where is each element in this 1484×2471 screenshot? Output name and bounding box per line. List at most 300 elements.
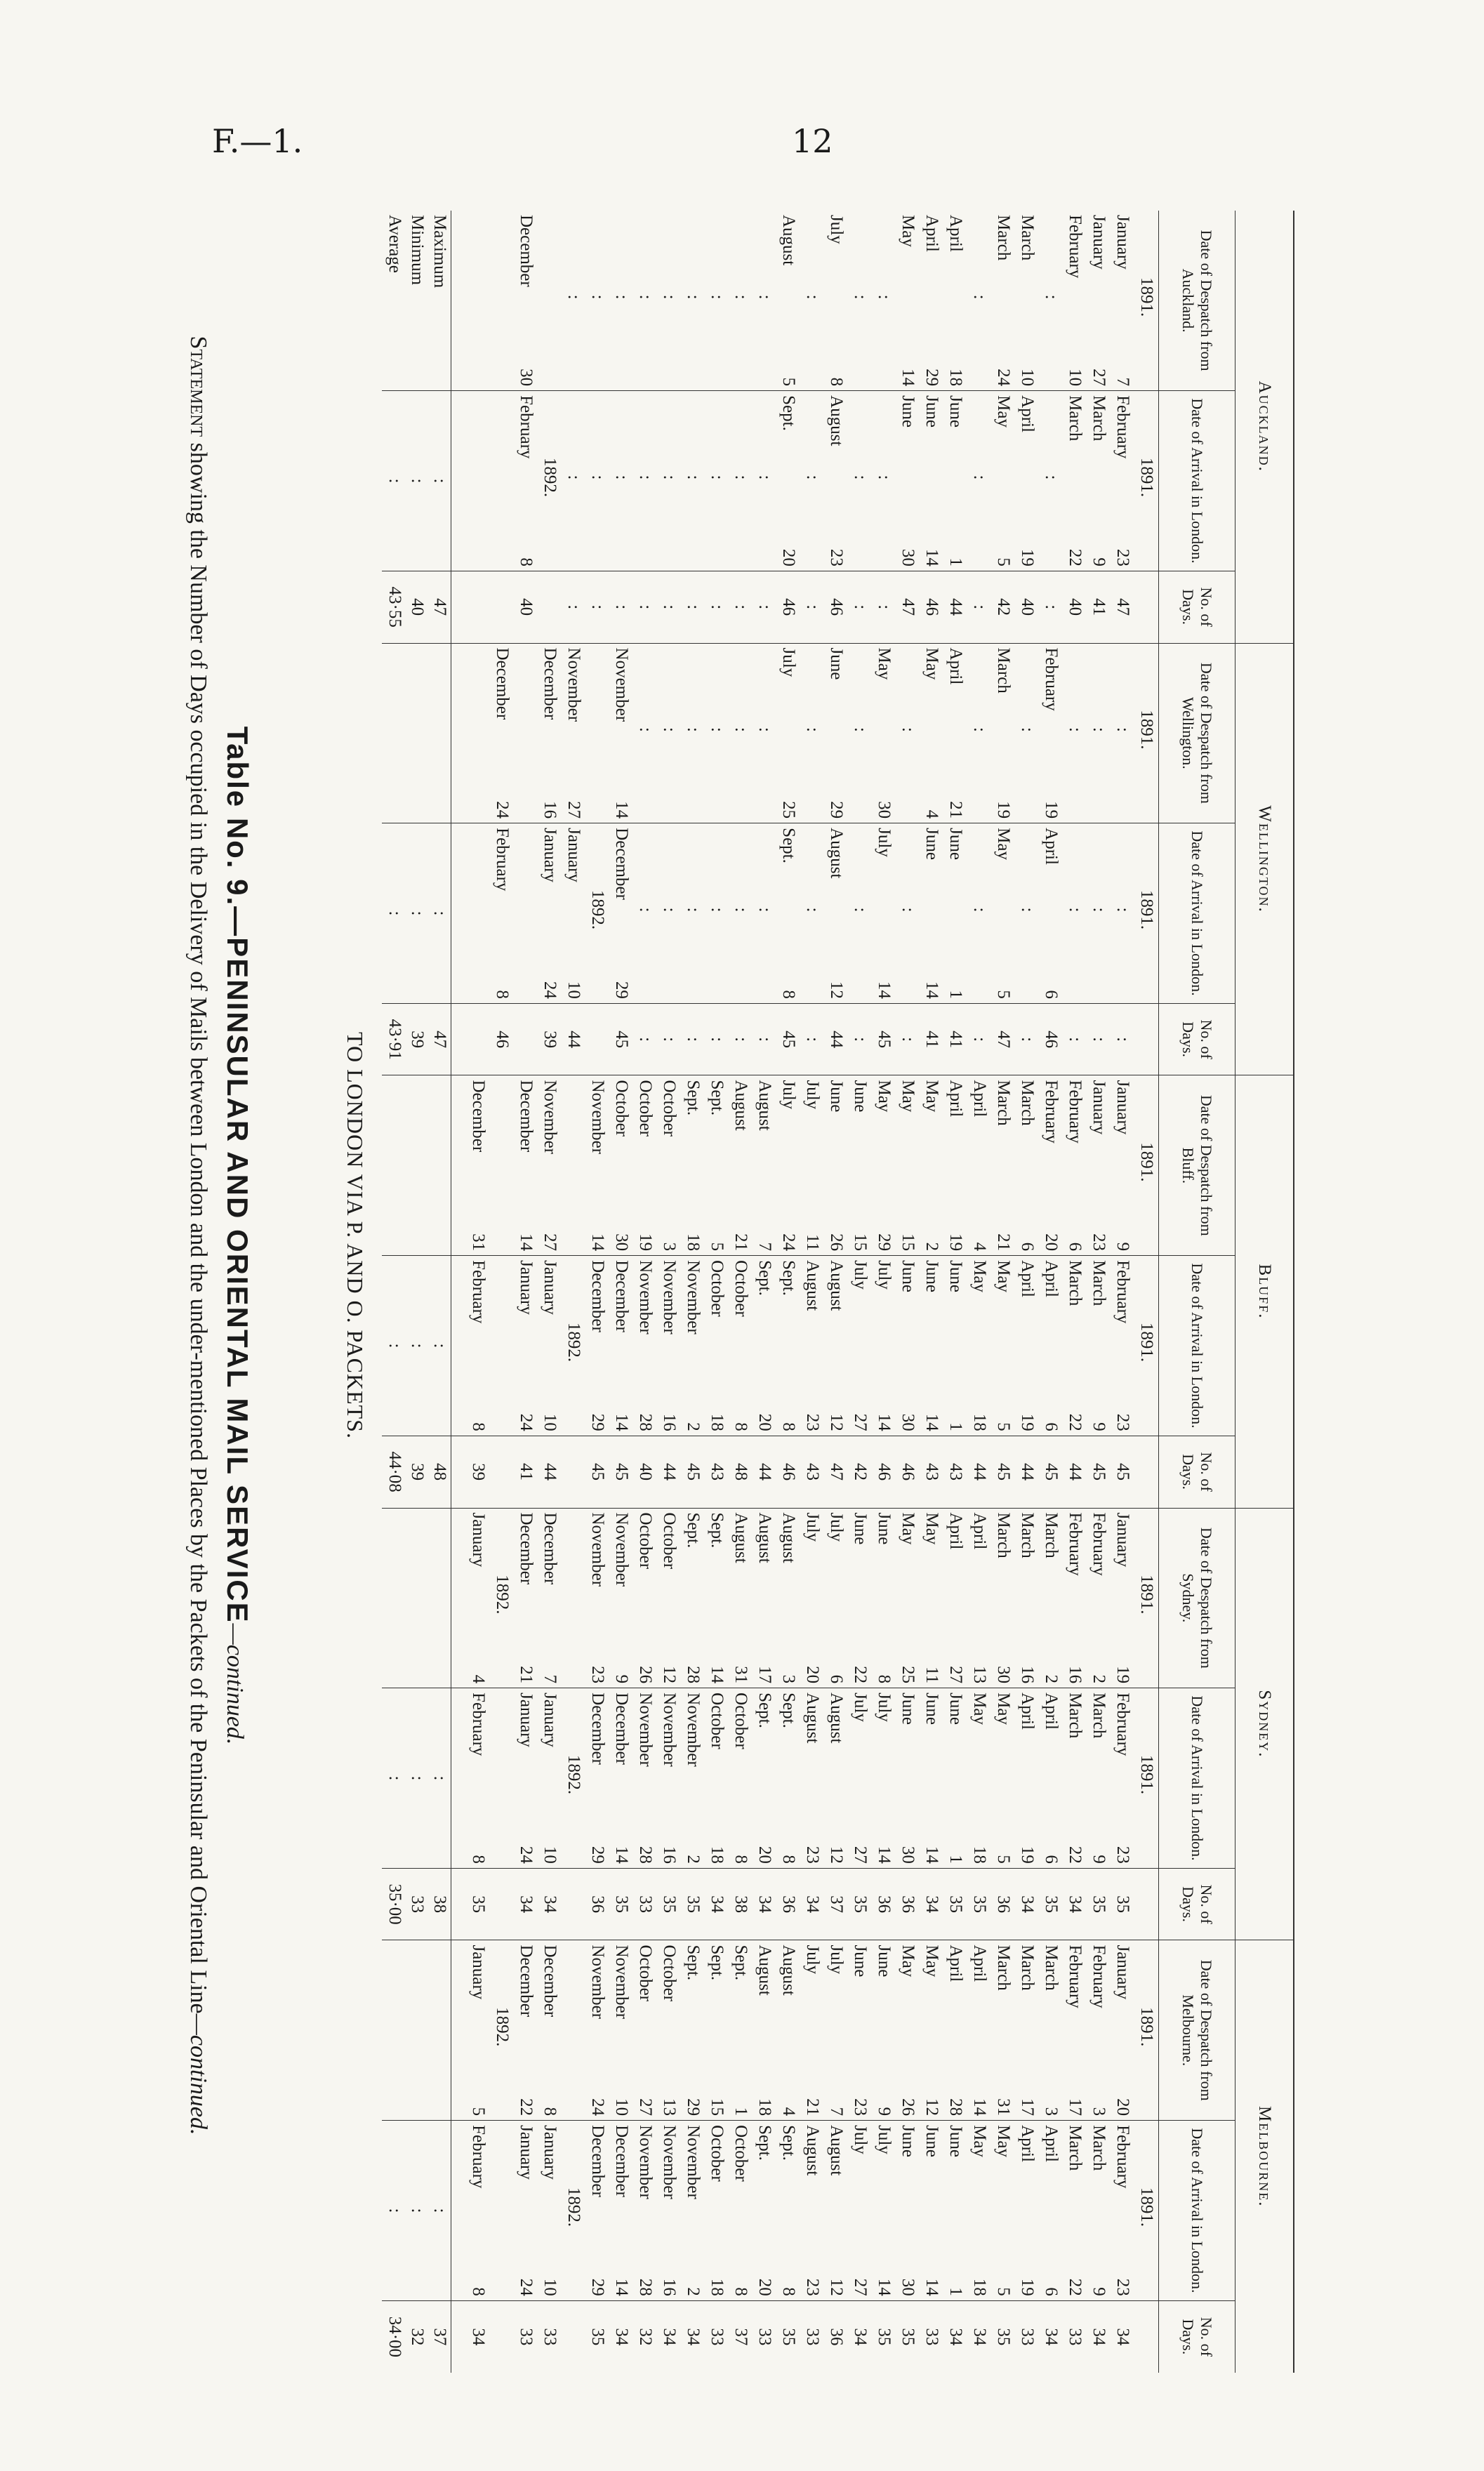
summary-colons bbox=[382, 1688, 451, 1869]
days-count: 45 bbox=[612, 1031, 631, 1049]
day: 8 bbox=[731, 1422, 750, 1431]
days-count bbox=[490, 2305, 514, 2369]
month-or-year: November bbox=[612, 647, 631, 722]
month-or-year: December bbox=[517, 1080, 536, 1153]
date-entry bbox=[1039, 215, 1063, 386]
day: 30 bbox=[612, 1233, 631, 1252]
month-or-year: August bbox=[779, 1945, 798, 1996]
day: 2 bbox=[922, 1242, 941, 1252]
month-or-year: April bbox=[1042, 2125, 1061, 2162]
date-entry bbox=[896, 215, 920, 386]
date-entry bbox=[1111, 1692, 1134, 1864]
date-entry bbox=[538, 395, 562, 567]
date-entry bbox=[538, 1692, 562, 1864]
day: 28 bbox=[636, 1846, 655, 1864]
date-entry bbox=[1134, 828, 1158, 999]
date-entry bbox=[490, 1513, 514, 1684]
days-count: 33 bbox=[1018, 2328, 1037, 2346]
days-count: 45 bbox=[1042, 1463, 1061, 1481]
days-count: 34 bbox=[1113, 2328, 1132, 2346]
month-or-year: May bbox=[994, 1260, 1013, 1292]
day: 14 bbox=[517, 1233, 536, 1252]
date-entry bbox=[1134, 1945, 1158, 2116]
date-entry bbox=[490, 1080, 514, 1251]
day: 29 bbox=[588, 2278, 607, 2296]
month-or-year: December bbox=[517, 1512, 536, 1585]
day: 10 bbox=[612, 2098, 631, 2116]
date-entry bbox=[943, 1513, 967, 1684]
month-or-year: May bbox=[899, 1080, 917, 1113]
day: 30 bbox=[899, 2278, 917, 2296]
days-count: : bbox=[851, 604, 870, 610]
date-entry bbox=[824, 1945, 848, 2116]
month-or-year: March bbox=[1018, 1512, 1037, 1558]
day: 24 bbox=[493, 801, 512, 819]
date-entry bbox=[633, 828, 657, 999]
month-or-year: October bbox=[731, 2125, 750, 2182]
month-or-year: : bbox=[564, 294, 583, 300]
colon-leader: : bbox=[430, 2208, 450, 2213]
date-entry bbox=[538, 1945, 562, 2116]
day: 18 bbox=[970, 2278, 989, 2296]
date-entry bbox=[514, 1513, 538, 1684]
days-count: 39 bbox=[469, 1463, 488, 1481]
days-count: 46 bbox=[493, 1031, 512, 1049]
month-or-year: : bbox=[660, 294, 679, 300]
date-entry bbox=[657, 215, 681, 386]
day: 31 bbox=[731, 1666, 750, 1684]
month-or-year: Sept. bbox=[708, 1080, 727, 1116]
date-entry bbox=[1111, 1080, 1134, 1251]
days-count: : bbox=[684, 1037, 703, 1042]
date-entry bbox=[896, 1692, 920, 1864]
month-or-year: January bbox=[541, 1260, 559, 1315]
day: 23 bbox=[1113, 548, 1132, 567]
date-entry bbox=[609, 828, 633, 999]
days-count: 33 bbox=[1066, 2328, 1085, 2346]
date-entry bbox=[776, 1260, 800, 1431]
day: 12 bbox=[660, 1666, 679, 1684]
month-or-year: March bbox=[994, 1080, 1013, 1126]
month-or-year: : bbox=[851, 294, 870, 300]
month-or-year: : bbox=[970, 727, 989, 732]
day: 26 bbox=[827, 1233, 846, 1252]
date-entry bbox=[1087, 1260, 1111, 1431]
colon-leader: : bbox=[430, 1343, 450, 1349]
day: 15 bbox=[851, 1233, 870, 1252]
month-or-year: 1891. bbox=[1137, 277, 1156, 317]
month-or-year: April bbox=[946, 1080, 965, 1118]
month-or-year: July bbox=[803, 1080, 822, 1110]
month-or-year: Sept. bbox=[779, 1260, 798, 1296]
colon-leader: : bbox=[430, 910, 450, 916]
date-entry bbox=[776, 1080, 800, 1251]
day: 23 bbox=[1113, 2278, 1132, 2296]
day: 20 bbox=[755, 1846, 774, 1864]
date-entry bbox=[705, 648, 729, 819]
date-entry bbox=[1015, 1260, 1039, 1431]
days-count: 47 bbox=[1113, 598, 1132, 616]
day: 14 bbox=[875, 2278, 894, 2296]
month-or-year: May bbox=[922, 647, 941, 680]
date-entry bbox=[1039, 2125, 1063, 2296]
day: 12 bbox=[922, 2098, 941, 2116]
colon-leader: : bbox=[385, 1775, 405, 1781]
summary-value: 48 bbox=[430, 1463, 450, 1481]
day: 29 bbox=[588, 1846, 607, 1864]
date-entry bbox=[991, 1945, 1015, 2116]
month-or-year: February bbox=[1042, 1080, 1061, 1144]
month-or-year: : bbox=[684, 294, 703, 300]
days-count: 34 bbox=[708, 1895, 727, 1914]
month-or-year: : bbox=[588, 294, 607, 300]
date-entry bbox=[633, 1260, 657, 1431]
month-or-year: 1891. bbox=[1137, 1754, 1156, 1795]
day: 27 bbox=[851, 2278, 870, 2296]
month-or-year: May bbox=[899, 1945, 917, 1978]
days-count: 33 bbox=[517, 2328, 536, 2346]
day: 10 bbox=[1066, 369, 1085, 387]
month-or-year: : bbox=[660, 475, 679, 480]
month-or-year: June bbox=[946, 1260, 965, 1292]
month-or-year: June bbox=[922, 828, 941, 860]
month-or-year: : bbox=[1089, 907, 1108, 913]
month-or-year: May bbox=[922, 1080, 941, 1113]
day: 2 bbox=[684, 2287, 703, 2296]
month-or-year: June bbox=[946, 1692, 965, 1725]
day: 8 bbox=[779, 2287, 798, 2296]
month-or-year: : bbox=[755, 294, 774, 300]
data-column bbox=[451, 571, 1159, 643]
summary-value: 39 bbox=[408, 1031, 428, 1049]
days-count: : bbox=[899, 1037, 917, 1042]
month-or-year: October bbox=[708, 2125, 727, 2182]
month-or-year: : bbox=[636, 907, 655, 913]
day: 1 bbox=[946, 557, 965, 567]
data-column bbox=[451, 823, 1159, 1004]
days-count: 40 bbox=[636, 1463, 655, 1481]
date-entry bbox=[776, 395, 800, 567]
date-entry bbox=[729, 2125, 753, 2296]
date-entry bbox=[753, 1513, 776, 1684]
month-or-year: : bbox=[1066, 727, 1085, 732]
month-or-year: : bbox=[1042, 294, 1061, 300]
date-entry bbox=[753, 828, 776, 999]
day: 14 bbox=[922, 1413, 941, 1431]
date-entry bbox=[991, 828, 1015, 999]
month-or-year: December bbox=[612, 2125, 631, 2197]
month-or-year: October bbox=[636, 1512, 655, 1570]
days-count: : bbox=[708, 604, 727, 610]
month-or-year: August bbox=[803, 2125, 822, 2176]
date-entry bbox=[920, 1692, 943, 1864]
days-count: 35 bbox=[851, 1895, 870, 1914]
days-count: 43 bbox=[708, 1463, 727, 1481]
date-entry bbox=[681, 395, 705, 567]
month-or-year: May bbox=[994, 1692, 1013, 1725]
day: 11 bbox=[922, 1667, 941, 1684]
date-entry bbox=[681, 1260, 705, 1431]
date-entry bbox=[585, 1513, 609, 1684]
date-entry bbox=[466, 1513, 490, 1684]
summary-labels bbox=[382, 1940, 451, 2121]
month-or-year: January bbox=[1113, 1945, 1132, 2000]
date-entry bbox=[657, 395, 681, 567]
month-or-year: October bbox=[708, 1692, 727, 1749]
date-entry bbox=[633, 1080, 657, 1251]
day: 4 bbox=[970, 1242, 989, 1252]
days-count: : bbox=[755, 1037, 774, 1042]
date-entry bbox=[991, 1080, 1015, 1251]
day: 24 bbox=[541, 981, 559, 999]
date-entry bbox=[490, 648, 514, 819]
month-or-year: March bbox=[994, 1945, 1013, 1991]
day: 30 bbox=[875, 801, 894, 819]
month-or-year: May bbox=[994, 828, 1013, 860]
days-count: 40 bbox=[517, 598, 536, 616]
day: 26 bbox=[636, 1666, 655, 1684]
month-or-year: December bbox=[588, 1260, 607, 1332]
days-count: : bbox=[1066, 1037, 1085, 1042]
day: 16 bbox=[660, 2278, 679, 2296]
date-entry bbox=[538, 215, 562, 386]
date-entry bbox=[609, 215, 633, 386]
day: 14 bbox=[875, 1846, 894, 1864]
month-or-year: : bbox=[636, 727, 655, 732]
month-or-year: June bbox=[922, 2125, 941, 2157]
days-count: : bbox=[684, 604, 703, 610]
date-entry bbox=[562, 215, 585, 386]
days-count: 33 bbox=[636, 1895, 655, 1914]
days-count: 42 bbox=[851, 1463, 870, 1481]
days-count: 38 bbox=[731, 1895, 750, 1914]
day: 18 bbox=[970, 1413, 989, 1431]
date-entry bbox=[633, 1513, 657, 1684]
days-count: 45 bbox=[779, 1031, 798, 1049]
date-entry bbox=[824, 395, 848, 567]
days-count: : bbox=[755, 604, 774, 610]
mail-delivery-table bbox=[382, 211, 1294, 2373]
day: 30 bbox=[899, 548, 917, 567]
day: 8 bbox=[541, 2107, 559, 2116]
day: 8 bbox=[779, 1422, 798, 1431]
group-sydney: Sydney. bbox=[1235, 1508, 1294, 1940]
date-entry bbox=[562, 1513, 585, 1684]
date-entry bbox=[943, 1080, 967, 1251]
date-entry bbox=[681, 2125, 705, 2296]
month-or-year: February bbox=[1113, 1692, 1132, 1756]
column-header: No. of Days. bbox=[1159, 1868, 1235, 1940]
day: 5 bbox=[994, 990, 1013, 999]
day: 8 bbox=[469, 1422, 488, 1431]
summary-labels bbox=[382, 211, 451, 391]
month-or-year: August bbox=[731, 1512, 750, 1563]
day: 18 bbox=[708, 1846, 727, 1864]
date-entry bbox=[609, 1260, 633, 1431]
days-count: 36 bbox=[875, 1895, 894, 1914]
month-or-year: January bbox=[1089, 1080, 1108, 1135]
month-or-year: August bbox=[731, 1080, 750, 1131]
month-or-year: April bbox=[1042, 1692, 1061, 1730]
date-entry bbox=[896, 1260, 920, 1431]
date-entry bbox=[896, 1080, 920, 1251]
month-or-year: July bbox=[851, 1692, 870, 1722]
date-entry bbox=[705, 828, 729, 999]
date-entry bbox=[824, 828, 848, 999]
month-or-year: March bbox=[1089, 395, 1108, 442]
date-entry bbox=[776, 1692, 800, 1864]
summary-value: 43·91 bbox=[385, 1019, 405, 1060]
month-or-year: : bbox=[755, 475, 774, 480]
column-header: Date of Despatch from Sydney. bbox=[1159, 1508, 1235, 1688]
day: 4 bbox=[922, 809, 941, 819]
day: 16 bbox=[1018, 1666, 1037, 1684]
day: 29 bbox=[588, 1413, 607, 1431]
day: 3 bbox=[1042, 2107, 1061, 2116]
day: 14 bbox=[612, 801, 631, 819]
date-entry bbox=[1063, 648, 1087, 819]
date-entry bbox=[562, 1080, 585, 1251]
date-entry bbox=[967, 215, 991, 386]
summary-value: 33 bbox=[408, 1895, 428, 1914]
days-count: 35 bbox=[1113, 1895, 1132, 1914]
date-entry bbox=[657, 648, 681, 819]
month-or-year: March bbox=[1066, 395, 1085, 442]
month-or-year: July bbox=[875, 1260, 894, 1290]
month-or-year: February bbox=[517, 395, 536, 459]
month-or-year: 1891. bbox=[1137, 2007, 1156, 2047]
date-entry bbox=[562, 1945, 585, 2116]
date-entry bbox=[585, 1692, 609, 1864]
days-count: 46 bbox=[779, 598, 798, 616]
date-entry bbox=[896, 648, 920, 819]
month-or-year: November bbox=[588, 1080, 607, 1155]
day: 16 bbox=[541, 801, 559, 819]
date-entry bbox=[1111, 648, 1134, 819]
days-count: 36 bbox=[899, 1895, 917, 1914]
days-count bbox=[1134, 576, 1158, 639]
date-entry bbox=[729, 395, 753, 567]
month-or-year: January bbox=[469, 1945, 488, 2000]
days-count: 43 bbox=[803, 1463, 822, 1481]
month-or-year: February bbox=[1089, 1945, 1108, 2008]
date-entry bbox=[1111, 395, 1134, 567]
date-entry bbox=[800, 1692, 824, 1864]
day: 18 bbox=[970, 1846, 989, 1864]
month-or-year: October bbox=[731, 1260, 750, 1317]
month-or-year: October bbox=[660, 1080, 679, 1137]
day: 18 bbox=[755, 2098, 774, 2116]
date-entry bbox=[1134, 1080, 1158, 1251]
month-or-year: November bbox=[612, 1512, 631, 1587]
date-entry bbox=[991, 1513, 1015, 1684]
days-count: 44 bbox=[755, 1463, 774, 1481]
day: 16 bbox=[1066, 1666, 1085, 1684]
day: 31 bbox=[469, 1233, 488, 1252]
days-count: : bbox=[636, 604, 655, 610]
month-or-year: April bbox=[946, 647, 965, 685]
day: 28 bbox=[636, 2278, 655, 2296]
month-or-year: November bbox=[684, 2125, 703, 2199]
date-entry bbox=[729, 1260, 753, 1431]
day: 19 bbox=[1018, 1846, 1037, 1864]
day: 10 bbox=[541, 2278, 559, 2296]
month-or-year: August bbox=[827, 1260, 846, 1311]
day: 21 bbox=[803, 2098, 822, 2116]
day: 17 bbox=[1066, 2098, 1085, 2116]
date-entry bbox=[776, 828, 800, 999]
days-count: 35 bbox=[994, 2328, 1013, 2346]
day: 28 bbox=[636, 1413, 655, 1431]
month-or-year: : bbox=[899, 727, 917, 732]
date-entry bbox=[681, 1945, 705, 2116]
month-or-year: November bbox=[684, 1260, 703, 1334]
date-entry bbox=[514, 648, 538, 819]
month-or-year: 1892. bbox=[541, 457, 559, 498]
days-count: 34 bbox=[946, 2328, 965, 2346]
colon-leader: : bbox=[408, 1775, 428, 1781]
summary-value: 38 bbox=[430, 1895, 450, 1914]
day: 14 bbox=[612, 1846, 631, 1864]
month-or-year: 1892. bbox=[564, 2187, 583, 2227]
day: 1 bbox=[946, 1422, 965, 1431]
column-header: No. of Days. bbox=[1159, 2300, 1235, 2373]
date-entry bbox=[753, 1692, 776, 1864]
date-entry bbox=[920, 828, 943, 999]
date-entry bbox=[538, 828, 562, 999]
data-column bbox=[451, 2300, 1159, 2373]
date-entry bbox=[967, 1945, 991, 2116]
date-entry bbox=[681, 1080, 705, 1251]
month-or-year: Sept. bbox=[708, 1945, 727, 1981]
days-count: 47 bbox=[899, 598, 917, 616]
date-entry bbox=[872, 395, 896, 567]
date-entry bbox=[967, 1513, 991, 1684]
month-or-year: : bbox=[731, 907, 750, 913]
days-count: 35 bbox=[970, 1895, 989, 1914]
date-entry bbox=[1015, 215, 1039, 386]
summary-values-wellington bbox=[382, 1003, 451, 1075]
day: 3 bbox=[1089, 2107, 1108, 2116]
month-or-year: January bbox=[469, 1512, 488, 1568]
date-entry bbox=[1039, 1945, 1063, 2116]
month-or-year: Sept. bbox=[779, 828, 798, 863]
day: 8 bbox=[779, 990, 798, 999]
month-or-year: May bbox=[922, 1512, 941, 1545]
day: 30 bbox=[994, 1666, 1013, 1684]
date-entry bbox=[920, 648, 943, 819]
group-wellington: Wellington. bbox=[1235, 643, 1294, 1075]
date-entry bbox=[967, 2125, 991, 2296]
month-or-year: : bbox=[1089, 727, 1108, 732]
days-count: 43 bbox=[922, 1463, 941, 1481]
month-or-year: Sept. bbox=[779, 395, 798, 431]
day: 1 bbox=[731, 2107, 750, 2116]
month-or-year: Sept. bbox=[708, 1512, 727, 1549]
days-count: 41 bbox=[517, 1463, 536, 1481]
summary-colons bbox=[382, 823, 451, 1004]
date-entry bbox=[1134, 648, 1158, 819]
days-count: 34 bbox=[684, 2328, 703, 2346]
days-count: 35 bbox=[469, 1895, 488, 1914]
day: 19 bbox=[636, 1233, 655, 1252]
month-or-year: Sept. bbox=[731, 1945, 750, 1981]
days-count: 36 bbox=[779, 1895, 798, 1914]
date-entry bbox=[1039, 648, 1063, 819]
date-entry bbox=[514, 828, 538, 999]
day: 28 bbox=[684, 1666, 703, 1684]
day: 7 bbox=[755, 1242, 774, 1252]
